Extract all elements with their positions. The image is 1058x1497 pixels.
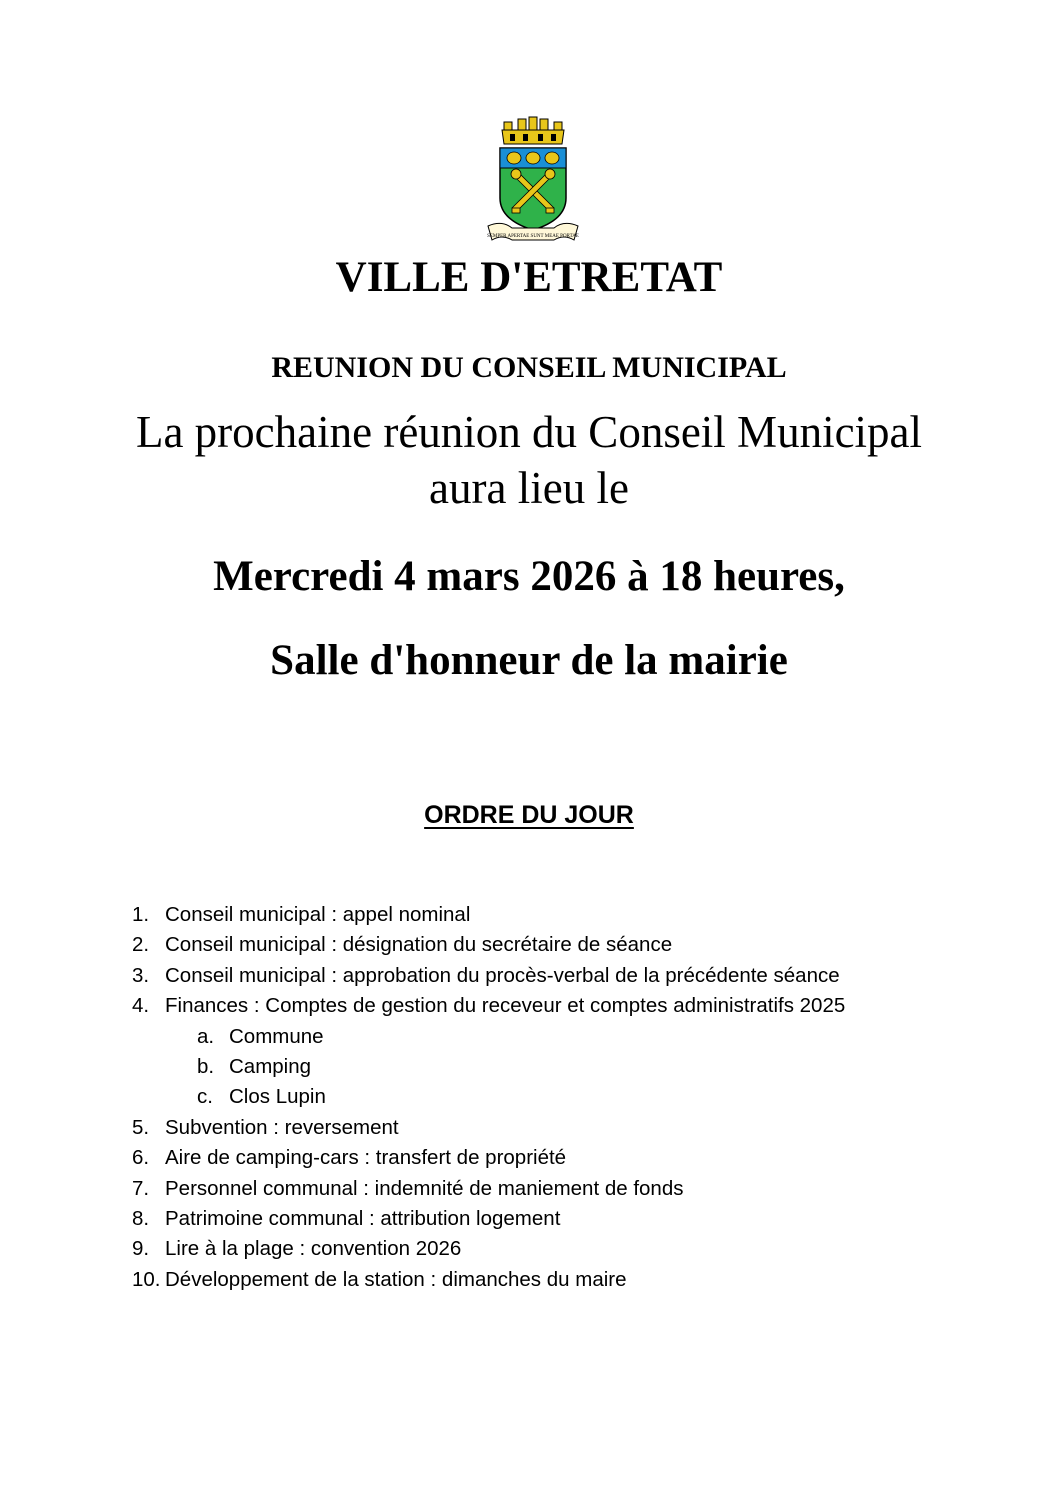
meeting-heading: REUNION DU CONSEIL MUNICIPAL [271, 351, 787, 384]
agenda-item-text: Patrimoine communal : attribution logement [165, 1206, 561, 1230]
announcement-line-1: La prochaine réunion du Conseil Municipal [135, 407, 923, 457]
agenda-item [132, 1204, 1032, 1234]
agenda-subitem [132, 1082, 1032, 1112]
agenda-item [132, 961, 1032, 991]
agenda-item-number: 9. [132, 1237, 150, 1261]
agenda-item [132, 930, 1032, 960]
agenda-subitem-text: Camping [229, 1054, 312, 1078]
agenda-item-number: 5. [132, 1115, 150, 1139]
coat-of-arms-logo [482, 116, 584, 248]
agenda-item-number: 4. [132, 994, 150, 1018]
agenda-subitem [132, 1052, 1032, 1082]
agenda-item [132, 900, 1032, 930]
agenda-subitem-letter: a. [197, 1024, 215, 1048]
agenda-item-number: 8. [132, 1206, 150, 1230]
agenda-item [132, 1174, 1032, 1204]
town-name: VILLE D'ETRETAT [335, 254, 723, 301]
agenda-subitem-text: Clos Lupin [229, 1085, 326, 1109]
agenda-list [132, 900, 1032, 1295]
agenda-item-text: Conseil municipal : désignation du secrétaire de séance [165, 933, 673, 957]
agenda-item-text: Aire de camping-cars : transfert de propriété [165, 1146, 567, 1170]
agenda-item-number: 1. [132, 903, 150, 926]
agenda-item-number: 10. [132, 1267, 161, 1291]
agenda-title: ORDRE DU JOUR [424, 801, 634, 829]
agenda-subitem [132, 1022, 1032, 1052]
agenda-subitem-letter: c. [197, 1085, 213, 1109]
agenda-subitem-text: Commune [229, 1024, 324, 1048]
agenda-item-text: Lire à la plage : convention 2026 [165, 1237, 462, 1261]
agenda-subitem-letter: b. [197, 1054, 215, 1078]
agenda-item-number: 6. [132, 1146, 150, 1170]
agenda-item [132, 1113, 1032, 1143]
agenda-item-text: Subvention : reversement [165, 1115, 399, 1139]
agenda-item-text: Conseil municipal : appel nominal [165, 903, 471, 926]
agenda-item [132, 1234, 1032, 1264]
agenda-item-text: Développement de la station : dimanches du maire [165, 1267, 627, 1291]
crown-icon [502, 117, 564, 144]
announcement-line-2: aura lieu le [429, 463, 629, 513]
agenda-item [132, 1265, 1032, 1295]
agenda-item [132, 1143, 1032, 1173]
meeting-date: Mercredi 4 mars 2026 à 18 heures, [213, 553, 845, 600]
svg-text:SEMPER APERTAE SUNT MEAE PORTA: SEMPER APERTAE SUNT MEAE PORTAE [487, 234, 579, 239]
agenda-item-number: 2. [132, 933, 150, 957]
agenda-item-number: 3. [132, 963, 150, 987]
agenda-item-text: Personnel communal : indemnité de maniement de fonds [165, 1176, 684, 1200]
agenda-item-number: 7. [132, 1176, 150, 1200]
agenda-item-text: Finances : Comptes de gestion du receveur et comptes administratifs 2025 [165, 994, 846, 1018]
meeting-place: Salle d'honneur de la mairie [270, 637, 788, 684]
agenda-item-text: Conseil municipal : approbation du procès-verbal de la précédente séance [165, 963, 840, 987]
agenda-item [132, 991, 1032, 1021]
announcement-text [0, 404, 1058, 516]
